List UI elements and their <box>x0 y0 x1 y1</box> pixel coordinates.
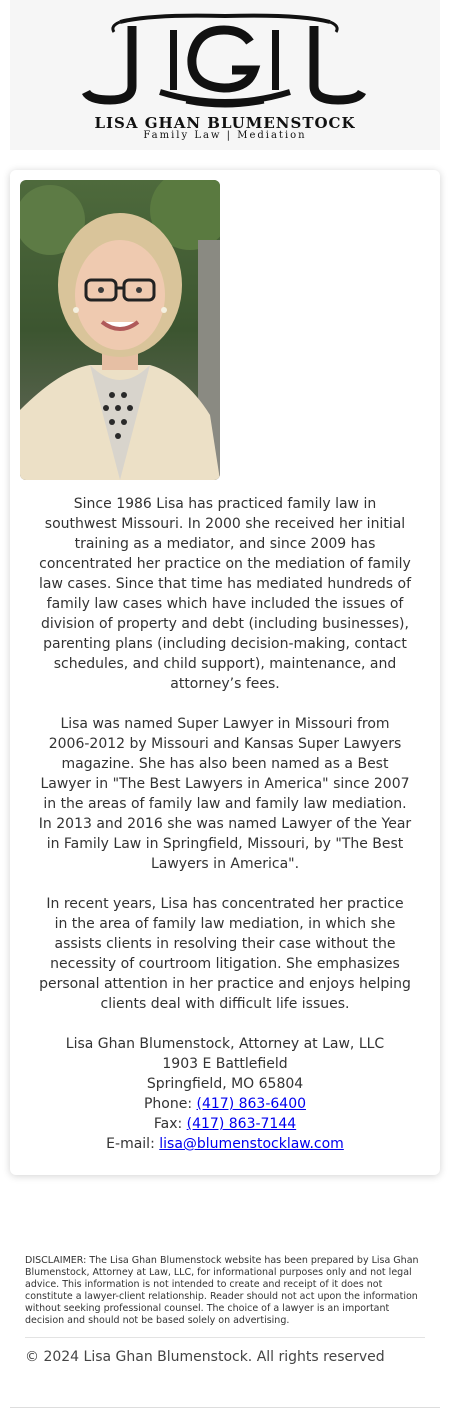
bio-paragraph: Lisa was named Super Lawyer in Missouri from 2006-2012 by Missouri and Kansas Super Lawyers magazine. She has also been named as a Best Lawyer in "The Best Lawyers in America" since 2007 in the areas of family law and family law mediation. In 2013 and 2016 she was named Lawyer of the Year in Family Law in Springfield, Missouri, by "The Best Lawyers in America". <box>38 716 412 872</box>
logo-name: LISA GHAN BLUMENSTOCK <box>94 114 356 132</box>
fax-line <box>38 1114 412 1134</box>
email-label: E-mail: <box>106 1136 155 1152</box>
bio-card <box>10 170 440 1175</box>
copyright-text: © 2024 Lisa Ghan Blumenstock. All rights reserved <box>25 1349 385 1365</box>
bio-paragraph: In recent years, Lisa has concentrated her practice in the area of family law mediation, in which she assists clients in resolving their case without the necessity of courtroom litigation. She emphasizes personal attention in her practice and enjoys helping clients deal with difficult life issues. <box>39 896 411 1012</box>
phone-label: Phone: <box>143 1096 193 1112</box>
footer-divider <box>25 1337 425 1338</box>
phone-line <box>38 1094 412 1114</box>
disclaimer-text: DISCLAIMER: The Lisa Ghan Blumenstock website has been prepared by Lisa Ghan Blumenstock, Attorney at Law, LLC, for informational purposes only and not legal advice. This information is not intended to create and receipt of it does not constitute a lawyer-client relationship. Reader should not act upon the information without seeking professional counsel. The choice of a lawyer is an important decision and should not be based solely on advertising. <box>25 1255 419 1326</box>
email-line <box>38 1134 412 1154</box>
portrait-photo <box>20 180 220 480</box>
city-state-zip: Springfield, MO 65804 <box>146 1076 304 1092</box>
bio-paragraph: Since 1986 Lisa has practiced family law in southwest Missouri. In 2000 she received her initial training as a mediator, and since 2009 has concentrated her practice on the mediation of family law cases. Since that time has mediated hundreds of family law cases which have included the issues of division of property and debt (including businesses), parenting plans (including decision-making, contact schedules, and child support), maintenance, and attorney’s fees. <box>38 496 412 692</box>
phone-link[interactable]: (417) 863-6400 <box>196 1096 307 1112</box>
street-address: 1903 E Battlefield <box>162 1056 288 1072</box>
lgb-logo <box>10 0 440 150</box>
fax-label: Fax: <box>153 1116 183 1132</box>
contact-block <box>38 1034 412 1154</box>
email-link[interactable]: lisa@blumenstocklaw.com <box>159 1136 344 1152</box>
bio-text <box>38 494 412 1034</box>
logo-tagline: Family Law | Mediation <box>143 130 307 141</box>
bottom-divider <box>10 1407 440 1408</box>
fax-link[interactable]: (417) 863-7144 <box>186 1116 297 1132</box>
header-logo[interactable] <box>10 0 440 150</box>
firm-name: Lisa Ghan Blumenstock, Attorney at Law, LLC <box>65 1036 385 1052</box>
